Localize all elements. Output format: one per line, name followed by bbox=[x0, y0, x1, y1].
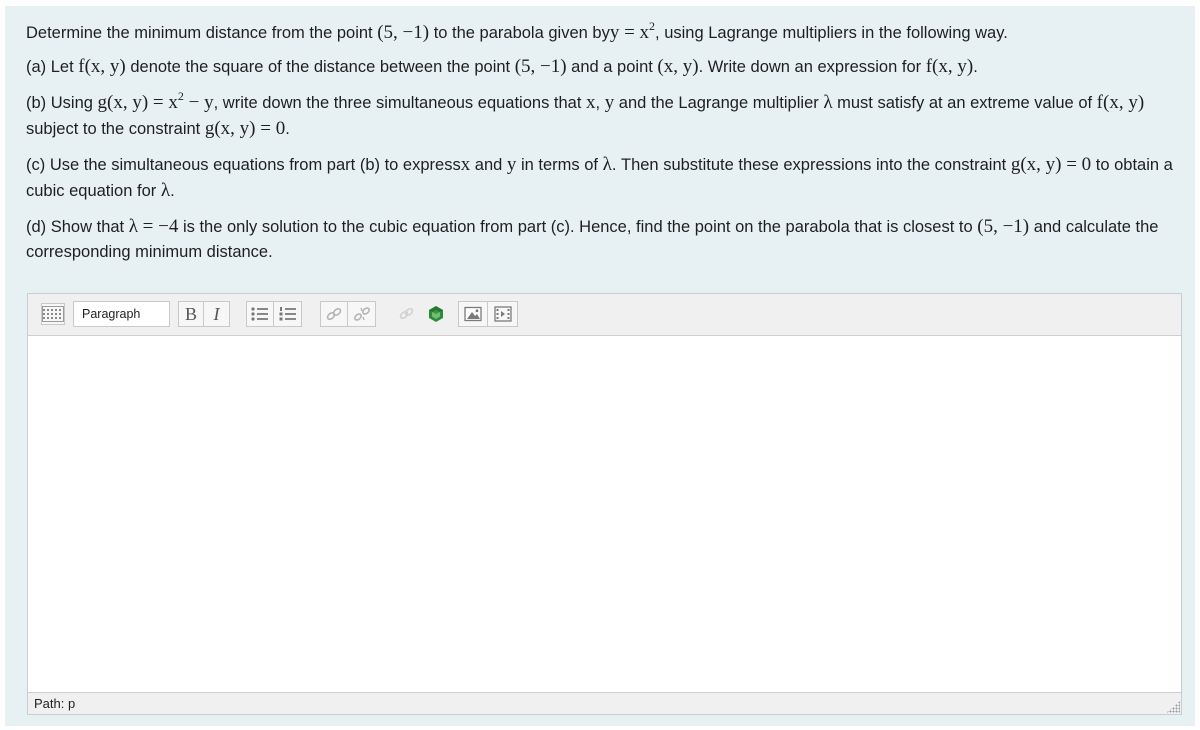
italic-icon: I bbox=[213, 303, 220, 324]
image-button[interactable] bbox=[458, 301, 488, 327]
answer-editor bbox=[27, 293, 1182, 715]
ordered-list-button[interactable] bbox=[274, 301, 302, 327]
unordered-list-icon bbox=[251, 306, 269, 322]
question-panel bbox=[5, 6, 1195, 726]
format-select[interactable] bbox=[73, 301, 170, 327]
keyboard-icon bbox=[42, 306, 64, 322]
question-part-b: (b) Using g(x, $y) = x^2 - y$, write down the three simultaneous equations that x, y and the Lagrange multiplier λ must satisfy at an extreme value of f(x, y) subject to the constraint g(x, y) = 0. bbox=[26, 89, 1145, 139]
anchor-icon bbox=[397, 306, 415, 322]
anchor-button[interactable] bbox=[392, 301, 420, 327]
ordered-list-icon bbox=[279, 306, 297, 322]
toolbar-toggle-button[interactable] bbox=[41, 303, 65, 325]
editor-content-area[interactable] bbox=[28, 336, 1181, 693]
editor-toolbar bbox=[28, 294, 1181, 336]
link-button[interactable] bbox=[320, 301, 348, 327]
element-path: Path: p bbox=[34, 696, 76, 711]
unordered-list-button[interactable] bbox=[246, 301, 274, 327]
question-part-d: (d) Show that λ = −4 is the only solution to the cubic equation from part (c). Hence, find the point on the parabola that is closest to (5, −1) and calculate the corresponding minimum distance. bbox=[26, 216, 1159, 261]
video-button[interactable] bbox=[488, 301, 518, 327]
image-icon bbox=[464, 306, 482, 322]
editor-statusbar bbox=[28, 692, 1181, 714]
question-text bbox=[26, 20, 1186, 275]
unlink-icon bbox=[353, 306, 371, 322]
unlink-button[interactable] bbox=[348, 301, 376, 327]
media-icon bbox=[427, 305, 445, 323]
question-part-a: (a) Let f(x, y) denote the square of the distance between the point (5, −1) and a point (x, y). Write down an expression for f(x, y). bbox=[26, 56, 978, 77]
link-icon bbox=[325, 306, 343, 322]
italic-button[interactable] bbox=[204, 301, 230, 327]
question-intro: Determine the minimum distance from the point (5, −1) to the parabola given byy = $x^2$, using Lagrange multipliers in the following way. bbox=[26, 19, 1008, 43]
bold-button[interactable] bbox=[178, 301, 204, 327]
resize-icon[interactable] bbox=[1166, 701, 1180, 713]
media-button[interactable] bbox=[422, 301, 450, 327]
video-icon bbox=[494, 306, 512, 322]
format-select-label: Paragraph bbox=[82, 307, 141, 321]
question-part-c: (c) Use the simultaneous equations from part (b) to expressx and y in terms of λ. Then substitute these expressions into the constraint g(x, y) = 0 to obtain a cubic equation for λ. bbox=[26, 154, 1173, 201]
bold-icon: B bbox=[184, 303, 197, 324]
